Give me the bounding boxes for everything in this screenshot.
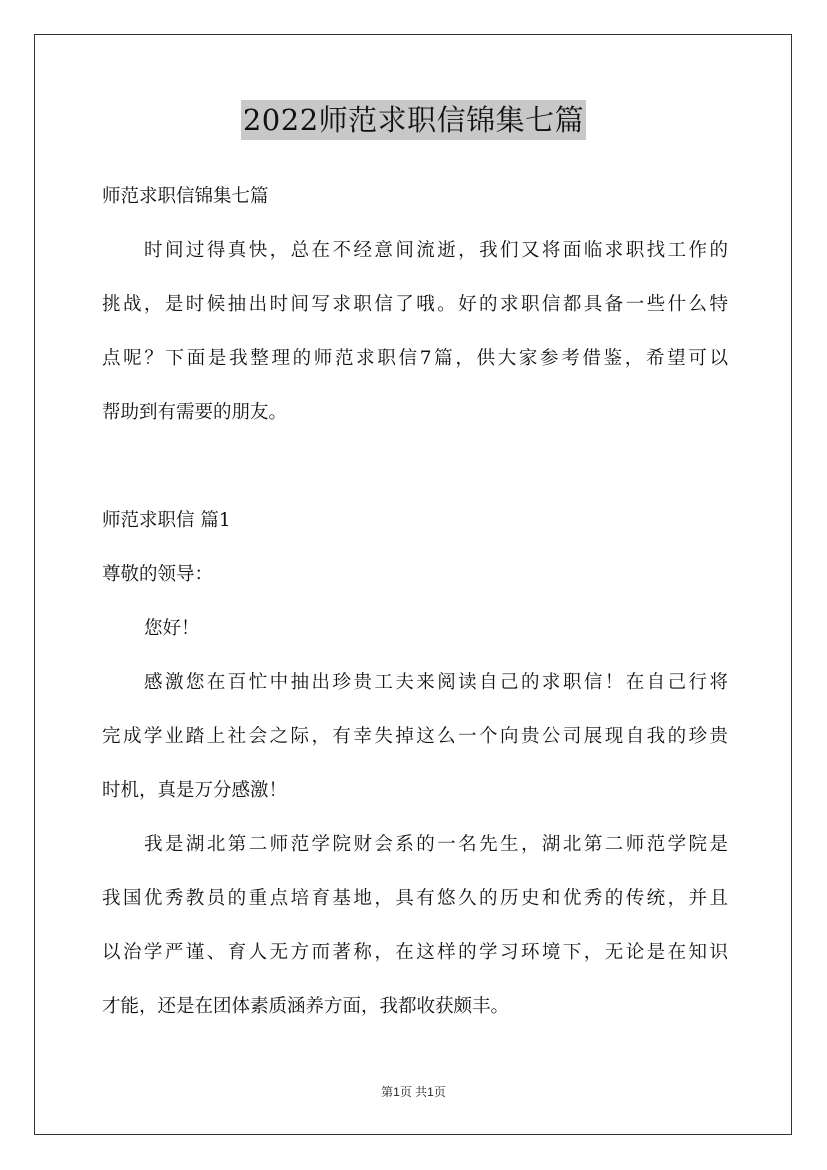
paragraph1-line: 时机，真是万分感激！	[102, 780, 288, 801]
title-container	[0, 100, 827, 140]
document-body	[102, 170, 728, 1034]
salutation: 尊敬的领导：	[102, 564, 214, 585]
paragraph2-line: 我国优秀教员的重点培育基地，具有悠久的历史和优秀的传统，并且	[102, 888, 728, 909]
intro-line: 时间过得真快，总在不经意间流逝，我们又将面临求职找工作的	[144, 240, 728, 261]
document-title: 2022师范求职信锦集七篇	[241, 100, 586, 140]
paragraph2-line: 才能，还是在团体素质涵养方面，我都收获颇丰。	[102, 996, 510, 1017]
greeting: 您好！	[144, 618, 200, 639]
paragraph1-line: 完成学业踏上社会之际，有幸失掉这么一个向贵公司展现自我的珍贵	[102, 726, 728, 747]
document-subtitle: 师范求职信锦集七篇	[102, 186, 269, 207]
section-heading: 师范求职信 篇1	[102, 510, 231, 531]
page-footer: 第1页 共1页	[381, 1085, 446, 1099]
intro-line: 点呢？下面是我整理的师范求职信7篇，供大家参考借鉴，希望可以	[102, 348, 728, 369]
intro-line: 挑战，是时候抽出时间写求职信了哦。好的求职信都具备一些什么特	[102, 294, 728, 315]
paragraph2-line: 我是湖北第二师范学院财会系的一名先生，湖北第二师范学院是	[144, 834, 728, 855]
intro-line: 帮助到有需要的朋友。	[102, 402, 288, 423]
paragraph1-line: 感激您在百忙中抽出珍贵工夫来阅读自己的求职信！在自己行将	[144, 672, 728, 693]
paragraph2-line: 以治学严谨、育人无方而著称，在这样的学习环境下，无论是在知识	[102, 942, 728, 963]
blank-line	[102, 440, 728, 494]
